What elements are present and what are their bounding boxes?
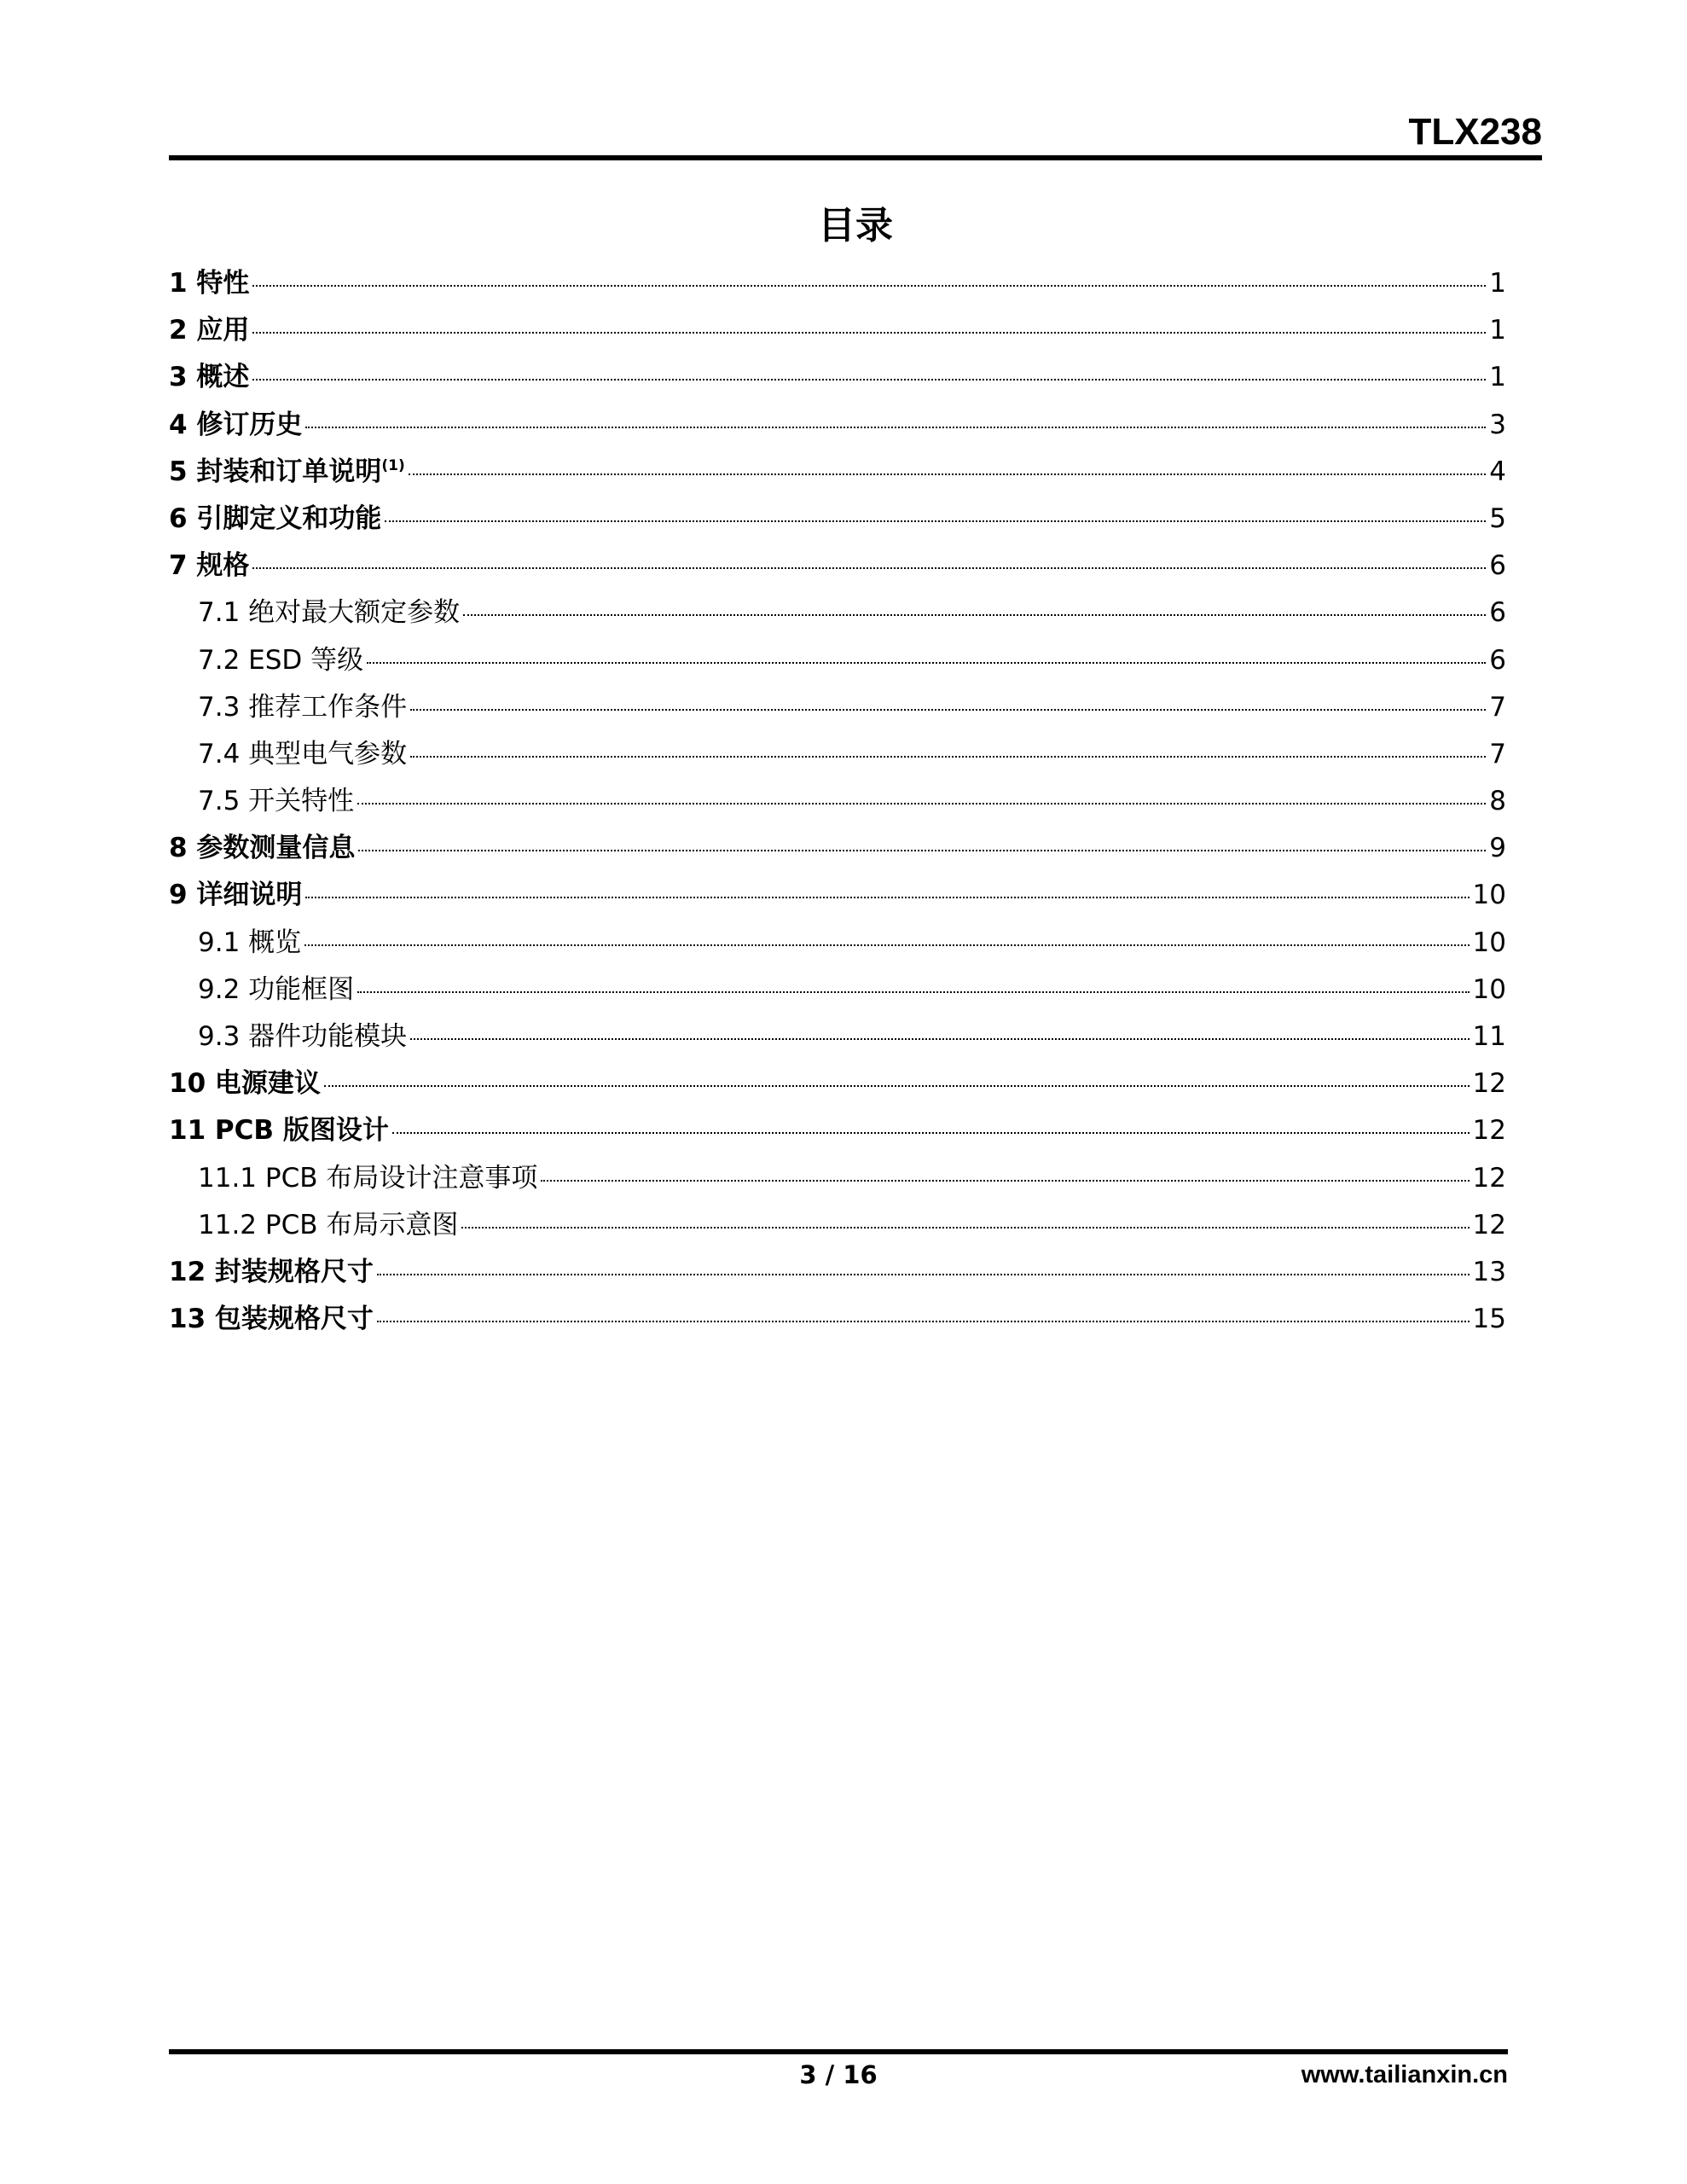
- toc-page-number: 11: [1472, 1021, 1506, 1052]
- toc-entry[interactable]: [169, 307, 1506, 354]
- toc-entry-title: [169, 402, 302, 449]
- toc-entry-title: [198, 778, 354, 825]
- toc-entry-text: 9.3 器件功能模块: [198, 1021, 408, 1052]
- toc-entry-text: 7.1 绝对最大额定参数: [198, 597, 461, 629]
- toc-entry[interactable]: [169, 967, 1506, 1014]
- toc-page-number: 1: [1489, 315, 1506, 346]
- toc-entry-title: [169, 872, 302, 919]
- toc-entry[interactable]: [169, 637, 1506, 684]
- toc-entry[interactable]: [169, 496, 1506, 543]
- toc-entry[interactable]: [169, 260, 1506, 307]
- dot-leader: [461, 1227, 1469, 1228]
- toc-entry-title: [198, 1202, 458, 1249]
- toc-entry-text: 2 应用: [169, 315, 250, 346]
- toc-entry-text: 11 PCB 版图设计: [169, 1115, 389, 1147]
- toc-entry-title: [169, 307, 249, 354]
- toc-page-number: 8: [1489, 786, 1506, 817]
- dot-leader: [410, 756, 1486, 758]
- toc-page-number: 12: [1472, 1115, 1506, 1147]
- toc-entry-title: [169, 1060, 321, 1107]
- toc-entry-text: 8 参数测量信息: [169, 833, 356, 864]
- toc-entry-text: 7 规格: [169, 550, 250, 582]
- toc-page-number: 5: [1489, 502, 1506, 534]
- toc-entry-title: [169, 496, 381, 543]
- dot-leader: [541, 1180, 1469, 1182]
- toc-entry-text: 6 引脚定义和功能: [169, 502, 382, 534]
- dot-leader: [252, 285, 1486, 287]
- toc-page-number: 15: [1472, 1304, 1506, 1335]
- toc-entry-text: 12 封装规格尺寸: [169, 1256, 374, 1287]
- dot-leader: [252, 332, 1486, 334]
- toc-entry-title: [169, 1249, 374, 1296]
- toc-entry-title: [198, 967, 354, 1014]
- toc-entry-title: [169, 260, 249, 307]
- toc-entry[interactable]: [169, 1107, 1506, 1154]
- page-indicator: 3 / 16: [799, 2060, 878, 2089]
- toc-entry-text: 4 修订历史: [169, 409, 303, 440]
- toc-page-number: 6: [1489, 597, 1506, 629]
- dot-leader: [409, 473, 1487, 475]
- header-divider: [169, 155, 1542, 160]
- dot-leader: [305, 897, 1469, 898]
- toc-page-number: 12: [1472, 1209, 1506, 1240]
- dot-leader: [252, 379, 1486, 380]
- dot-leader: [357, 991, 1469, 993]
- toc-entry-text: 9.1 概览: [198, 926, 302, 958]
- toc-page-number: 6: [1489, 550, 1506, 582]
- dot-leader: [357, 803, 1486, 804]
- toc-entry-text: 1 特性: [169, 268, 250, 299]
- toc-entry[interactable]: [169, 731, 1506, 778]
- dot-leader: [252, 567, 1486, 569]
- toc-entry[interactable]: [169, 1296, 1506, 1343]
- part-number: TLX238: [1408, 111, 1542, 153]
- toc-entry-title: [169, 1107, 389, 1154]
- toc-entry-title: [169, 825, 355, 872]
- toc-page-number: 6: [1489, 644, 1506, 676]
- toc-entry[interactable]: [169, 778, 1506, 825]
- table-of-contents: [169, 260, 1506, 1343]
- toc-entry[interactable]: [169, 1202, 1506, 1249]
- toc-entry[interactable]: [169, 449, 1506, 496]
- toc-entry-text: 7.3 推荐工作条件: [198, 691, 408, 723]
- dot-leader: [385, 520, 1486, 522]
- toc-page-number: 10: [1472, 973, 1506, 1005]
- toc-entry-title: [198, 684, 407, 731]
- toc-entry-text: 9 详细说明: [169, 880, 303, 911]
- toc-entry[interactable]: [169, 920, 1506, 967]
- toc-entry-title: [169, 1296, 374, 1343]
- toc-entry-text: 5 封装和订单说明: [169, 456, 382, 487]
- dot-leader: [304, 944, 1469, 946]
- toc-entry[interactable]: [169, 1014, 1506, 1060]
- toc-entry[interactable]: [169, 402, 1506, 449]
- toc-entry-text: 7.4 典型电气参数: [198, 738, 408, 770]
- website-link[interactable]: www.tailianxin.cn: [1301, 2061, 1508, 2088]
- dot-leader: [305, 427, 1486, 428]
- dot-leader: [463, 614, 1486, 616]
- toc-entry-title: [169, 543, 249, 590]
- dot-leader: [377, 1274, 1470, 1275]
- footer-divider: [169, 2049, 1508, 2054]
- toc-entry-text: 13 包装规格尺寸: [169, 1304, 374, 1335]
- dot-leader: [358, 850, 1486, 851]
- toc-entry-title: [198, 590, 460, 636]
- toc-entry[interactable]: [169, 1060, 1506, 1107]
- dot-leader: [392, 1132, 1470, 1134]
- toc-page-number: 7: [1489, 691, 1506, 723]
- toc-entry-title: [198, 731, 407, 778]
- toc-entry-title: [198, 1014, 407, 1060]
- toc-entry-title: [169, 449, 405, 496]
- footnote-marker: (1): [381, 456, 405, 474]
- toc-entry[interactable]: [169, 543, 1506, 590]
- toc-page-number: 1: [1489, 362, 1506, 393]
- dot-leader: [367, 662, 1486, 664]
- toc-page-number: 12: [1472, 1162, 1506, 1194]
- toc-page-number: 10: [1472, 880, 1506, 911]
- toc-entry[interactable]: [169, 1249, 1506, 1296]
- toc-entry-text: 7.5 开关特性: [198, 786, 355, 817]
- toc-page-number: 7: [1489, 738, 1506, 770]
- toc-entry-text: 10 电源建议: [169, 1068, 321, 1100]
- toc-page-number: 13: [1472, 1256, 1506, 1287]
- toc-page-number: 1: [1489, 268, 1506, 299]
- dot-leader: [377, 1321, 1470, 1322]
- toc-entry[interactable]: [169, 590, 1506, 636]
- dot-leader: [410, 1038, 1469, 1040]
- toc-page-number: 9: [1489, 833, 1506, 864]
- toc-entry-title: [198, 637, 363, 684]
- toc-entry-text: 7.2 ESD 等级: [198, 644, 364, 676]
- toc-entry[interactable]: [169, 825, 1506, 872]
- toc-page-number: 10: [1472, 926, 1506, 958]
- toc-entry-text: 9.2 功能框图: [198, 973, 355, 1005]
- toc-entry-title: [198, 1155, 537, 1202]
- toc-entry[interactable]: [169, 354, 1506, 401]
- toc-entry[interactable]: [169, 1155, 1506, 1202]
- dot-leader: [410, 709, 1486, 711]
- dot-leader: [324, 1085, 1470, 1087]
- toc-entry-text: 11.1 PCB 布局设计注意事项: [198, 1162, 538, 1194]
- toc-page-number: 3: [1489, 409, 1506, 440]
- toc-entry-text: 3 概述: [169, 362, 250, 393]
- toc-title: 目录: [818, 204, 893, 247]
- toc-entry[interactable]: [169, 684, 1506, 731]
- toc-page-number: 12: [1472, 1068, 1506, 1100]
- toc-entry-title: [169, 354, 249, 401]
- toc-entry-text: 11.2 PCB 布局示意图: [198, 1209, 459, 1240]
- toc-entry[interactable]: [169, 872, 1506, 919]
- toc-entry-title: [198, 920, 301, 967]
- toc-page-number: 4: [1489, 456, 1506, 487]
